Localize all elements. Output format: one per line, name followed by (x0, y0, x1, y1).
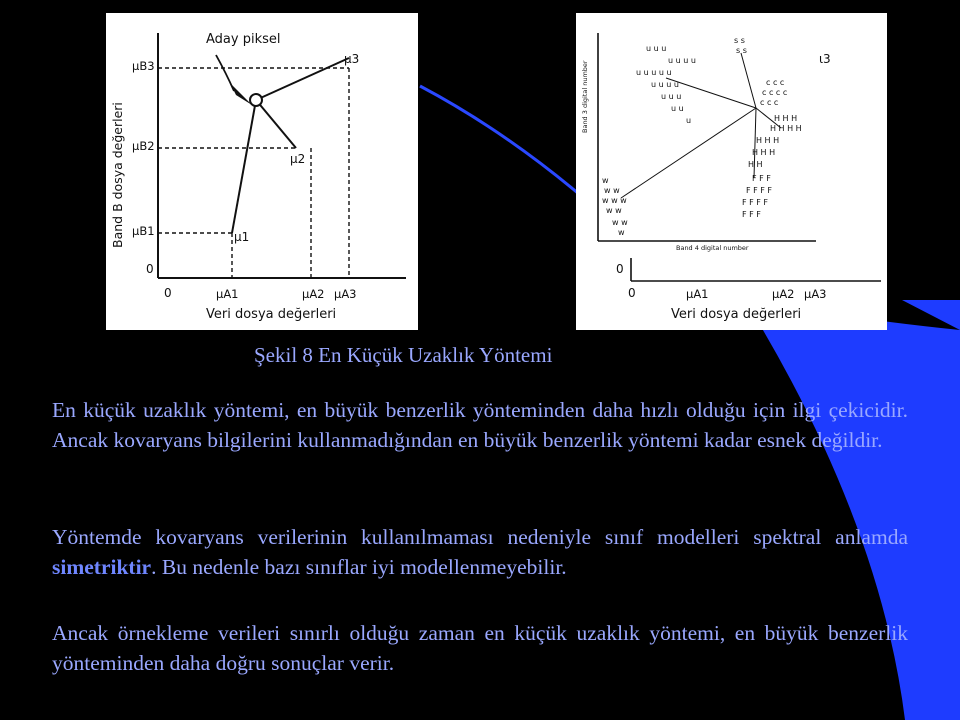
figure-caption: Şekil 8 En Küçük Uzaklık Yöntemi (254, 343, 553, 367)
svg-text:s s: s s (734, 36, 745, 45)
svg-text:F F F: F F F (742, 210, 761, 219)
svg-text:H H: H H (748, 160, 763, 169)
svg-text:F F F: F F F (752, 174, 771, 183)
svg-text:w w: w w (606, 206, 622, 215)
paragraph-3 (52, 618, 908, 678)
svg-text:w w: w w (604, 186, 620, 195)
paragraph-2-text-b: . Bu nedenle bazı sınıflar iyi modellenmeyebilir. (151, 555, 567, 579)
paragraph-3-text: Ancak örnekleme verileri sınırlı olduğu zaman en küçük uzaklık yöntemi, en büyük benzerlik yönteminden daha doğru sonuçlar verir. (52, 621, 908, 675)
scatter-distance-diagram-svg (576, 13, 887, 330)
band3-axis-label: Band 3 digital number (581, 60, 589, 133)
minimum-distance-diagram (106, 13, 418, 330)
y-tick-b3: μB3 (132, 59, 155, 73)
svg-text:u u: u u (671, 104, 684, 113)
right-x-tick-a2: μA2 (772, 287, 795, 301)
forest-cluster (742, 174, 772, 219)
x-tick-a1: μA1 (216, 287, 239, 301)
svg-text:u u u u u: u u u u u (636, 68, 672, 77)
svg-text:u u u: u u u (661, 92, 682, 101)
svg-text:H H H: H H H (774, 114, 798, 123)
svg-text:u: u (686, 116, 692, 125)
svg-text:w w: w w (612, 218, 628, 227)
svg-text:c c c: c c c (760, 98, 779, 107)
right-x-origin-label: 0 (628, 286, 636, 300)
svg-text:w: w (602, 176, 609, 185)
svg-text:w w w: w w w (602, 196, 627, 205)
svg-text:H H H H: H H H H (770, 124, 802, 133)
paragraph-1-text: En küçük uzaklık yöntemi, en büyük benzerlik yönteminden daha hızlı olduğu için ilgi çekicidir. Ancak kovaryans bilgilerini kullanmadığından en büyük benzerlik yöntemi kadar esnek değildir. (52, 398, 908, 452)
paragraph-1 (52, 395, 908, 455)
svg-text:u u u: u u u (646, 44, 667, 53)
svg-text:c c c c: c c c c (762, 88, 788, 97)
y-tick-b1: μB1 (132, 224, 155, 238)
band4-axis-label: Band 4 digital number (676, 244, 749, 252)
svg-text:F F F F: F F F F (746, 186, 773, 195)
right-bottom-axis-label: Veri dosya değerleri (671, 307, 802, 322)
class-mean-1: μ1 (234, 230, 250, 244)
x-tick-a2: μA2 (302, 287, 325, 301)
svg-text:c c c: c c c (766, 78, 785, 87)
class-mean-2: μ2 (290, 152, 306, 166)
svg-text:H H H: H H H (752, 148, 776, 157)
paragraph-2-text-a: Yöntemde kovaryans verilerinin kullanılmaması nedeniyle sınıf modelleri spektral anlamda (52, 525, 908, 549)
corn-cluster (760, 78, 787, 107)
minimum-distance-diagram-svg (106, 13, 418, 330)
paragraph-2 (52, 522, 908, 582)
x-axis-label: Veri dosya değerleri (206, 307, 337, 322)
y-tick-b2: μB2 (132, 139, 155, 153)
right-side-label: ι3 (819, 52, 831, 66)
right-x-tick-a3: μA3 (804, 287, 827, 301)
svg-text:u u u u: u u u u (668, 56, 696, 65)
x-tick-a3: μA3 (334, 287, 357, 301)
class-mean-3: μ3 (344, 52, 360, 66)
water-cluster (602, 176, 628, 237)
svg-text:H H H: H H H (756, 136, 780, 145)
candidate-pixel-label: Aday piksel (206, 32, 281, 47)
svg-text:s s: s s (736, 46, 747, 55)
scatter-distance-diagram (576, 13, 887, 330)
y-axis-label: Band B dosya değerleri (110, 102, 125, 248)
svg-text:u u u u: u u u u (651, 80, 679, 89)
right-origin-label: 0 (616, 262, 624, 276)
sand-cluster (734, 36, 747, 55)
origin-label: 0 (146, 262, 154, 276)
candidate-pixel-marker (250, 94, 262, 106)
svg-text:w: w (618, 228, 625, 237)
right-x-tick-a1: μA1 (686, 287, 709, 301)
svg-text:F F F F: F F F F (742, 198, 769, 207)
x-origin-label: 0 (164, 286, 172, 300)
paragraph-2-bold-term: simetriktir (52, 555, 152, 579)
